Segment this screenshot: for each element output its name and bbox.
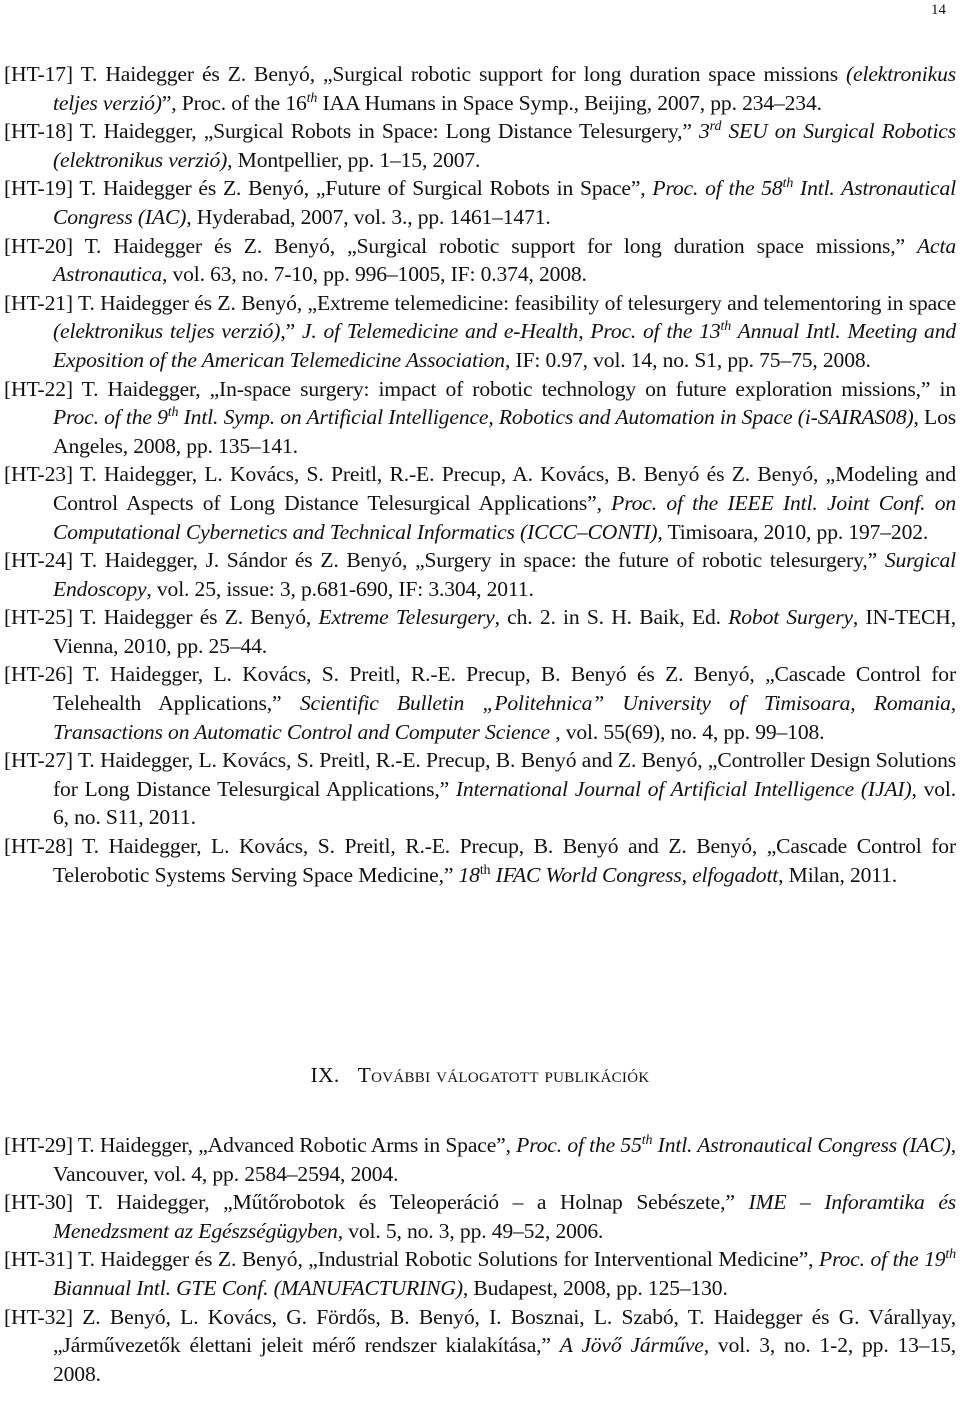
italic-text: Proc. of the 9 (53, 405, 168, 430)
italic-text: 3 (699, 119, 710, 144)
reference-entry (4, 660, 956, 746)
reference-text: [HT-23] T. Haidegger, L. Kovács, S. Preitl, R.-E. Precup, A. Kovács, B. Benyó és Z. Benyó, „Modeling and Control Aspects of Long Distance Telesurgical Applications”, (4, 462, 956, 515)
italic-text: Proc. of the 19 (819, 1247, 946, 1272)
superscript: th (167, 404, 179, 420)
italic-text: IME – Inforamtika és Menedzsment az Egészségügyben (53, 1190, 957, 1243)
reference-text: , vol. 63, no. 7-10, pp. 996–1005, IF: 0.374, 2008. (161, 262, 587, 287)
reference-text: ,” (280, 319, 302, 344)
reference-text: , Milan, 2011. (778, 862, 898, 887)
superscript: th (641, 1132, 653, 1148)
section-title: További válogatott publikációk (357, 1063, 650, 1087)
reference-entry (4, 603, 956, 660)
reference-text: , IN-TECH, Vienna, 2010, pp. 25–44. (53, 605, 956, 658)
reference-text: , vol. 6, no. S11, 2011. (53, 776, 957, 830)
italic-text: (elektronikus teljes verzió) (53, 319, 281, 344)
reference-text: [HT-20] T. Haidegger és Z. Benyó, „Surgical robotic support for long duration space missions,” (4, 233, 918, 258)
section-heading (0, 1063, 960, 1088)
superscript: th (720, 319, 732, 335)
reference-text: , Hyderabad, 2007, vol. 3., pp. 1461–1471. (186, 204, 551, 229)
italic-text: Intl. Astronautical Congress (IAC) (53, 176, 956, 229)
reference-text: , vol. 5, no. 3, pp. 49–52, 2006. (337, 1218, 604, 1243)
reference-text: [HT-18] T. Haidegger, „Surgical Robots in Space: Long Distance Telesurgery,” (4, 119, 700, 144)
italic-text: (elektronikus teljes verzió) (53, 62, 956, 115)
reference-text: [HT-22] T. Haidegger, „In-space surgery: impact of robotic technology on future exploration missions,” in (4, 376, 956, 401)
reference-text: , vol. 55(69), no. 4, pp. 99–108. (549, 719, 825, 744)
reference-text: , Timisoara, 2010, pp. 197–202. (657, 519, 929, 544)
italic-text: 18 (458, 862, 480, 887)
page-number: 14 (931, 2, 946, 18)
reference-entry (4, 1303, 956, 1389)
reference-entry (4, 174, 956, 231)
section-number: IX. (310, 1063, 340, 1087)
italic-text: Intl. Astronautical Congress (IAC) (652, 1133, 951, 1157)
reference-text: [HT-26] T. Haidegger, L. Kovács, S. Preitl, R.-E. Precup, B. Benyó és Z. Benyó, „Cascade Control for Telehealth Applications,” (4, 662, 956, 716)
italic-text: Proc. of the IEEE Intl. Joint Conf. on Computational Cybernetics and Technical Informatics (ICCC–CONTI) (53, 490, 957, 544)
italic-text: Surgical Endoscopy (53, 548, 956, 601)
italic-text: J. of Telemedicine and e-Health, Proc. of the 13 (301, 319, 721, 344)
reference-text: , ch. 2. in S. H. Baik, Ed. (494, 605, 729, 630)
italic-text: Proc. of the 58 (652, 176, 783, 201)
reference-entry (4, 117, 956, 174)
reference-text: [HT-25] T. Haidegger és Z. Benyó, (4, 605, 319, 630)
reference-text: [HT-17] T. Haidegger és Z. Benyó, „Surgical robotic support for long duration space missions (4, 62, 847, 86)
italic-text: SEU on Surgical Robotics (elektronikus verzió) (53, 119, 956, 172)
reference-entry (4, 1245, 956, 1302)
reference-text: , vol. 3, no. 1-2, pp. 13–15, 2008. (53, 1333, 956, 1386)
reference-text: , IF: 0.97, vol. 14, no. S1, pp. 75–75, 2008. (504, 347, 871, 372)
reference-text: [HT-30] T. Haidegger, „Műtőrobotok és Teleoperáció – a Holnap Sebészete,” (4, 1190, 749, 1215)
reference-text: , Vancouver, vol. 4, pp. 2584–2594, 2004. (53, 1133, 956, 1186)
reference-entry (4, 546, 956, 603)
italic-text: Intl. Symp. on Artificial Intelligence, Robotics and Automation in Space (i-SAIRAS08) (178, 405, 914, 430)
italic-text: A Jövő Járműve (559, 1333, 704, 1358)
reference-text: , Budapest, 2008, pp. 125–130. (462, 1275, 728, 1300)
italic-text: Scientific Bulletin „Politehnica” University of Timisoara, Romania, Transactions on Automatic Control and Computer Science (53, 691, 956, 744)
superscript: th (479, 862, 491, 878)
reference-text: [HT-27] T. Haidegger, L. Kovács, S. Preitl, R.-E. Precup, B. Benyó and Z. Benyó, „Controller Design Solutions for Long Distance Telesurgical Applications,” (4, 748, 956, 801)
superscript: th (945, 1247, 957, 1263)
reference-text: [HT-32] Z. Benyó, L. Kovács, G. Fördős, B. Benyó, I. Bosznai, L. Szabó, T. Haidegger és G. Várallyay, „Járművezetők élettani jeleit mérő rendszer kialakítása,” (4, 1304, 956, 1358)
reference-entry (4, 60, 956, 117)
reference-text: , Montpellier, pp. 1–15, 2007. (227, 147, 481, 172)
reference-entry (4, 1188, 956, 1245)
italic-text: Extreme Telesurgery (318, 605, 495, 630)
reference-entry (4, 746, 956, 832)
italic-text: Biannual Intl. GTE Conf. (MANUFACTURING) (53, 1275, 463, 1300)
reference-text: [HT-28] T. Haidegger, L. Kovács, S. Preitl, R.-E. Precup, B. Benyó and Z. Benyó, „Cascade Control for Telerobotic Systems Serving Space Medicine,” (4, 834, 956, 887)
superscript: th (782, 176, 794, 192)
reference-entry (4, 232, 956, 289)
reference-text: , Los Angeles, 2008, pp. 135–141. (53, 405, 956, 458)
superscript: th (306, 90, 318, 106)
reference-text: [HT-21] T. Haidegger és Z. Benyó, „Extreme telemedicine: feasibility of telesurgery and telementoring in space (4, 290, 956, 315)
italic-text: Proc. of the 55 (516, 1133, 642, 1157)
italic-text: Acta Astronautica (53, 233, 956, 287)
italic-text: Robot Surgery (728, 605, 853, 630)
reference-list (4, 60, 956, 889)
reference-text: IAA Humans in Space Symp., Beijing, 2007, pp. 234–234. (317, 90, 822, 115)
reference-text: ”, Proc. of the 16 (161, 90, 307, 115)
italic-text: International Journal of Artificial Intelligence (IJAI) (455, 776, 912, 801)
superscript: rd (709, 119, 722, 134)
reference-entry (4, 460, 956, 546)
reference-text: , vol. 25, issue: 3, p.681-690, IF: 3.304, 2011. (146, 576, 534, 601)
reference-entry (4, 832, 956, 889)
reference-entry (4, 1131, 956, 1188)
reference-entry (4, 375, 956, 461)
reference-text: [HT-19] T. Haidegger és Z. Benyó, „Future of Surgical Robots in Space”, (4, 176, 653, 201)
italic-text: Annual Intl. Meeting and Exposition of the American Telemedicine Association (53, 319, 956, 372)
reference-text: [HT-24] T. Haidegger, J. Sándor és Z. Benyó, „Surgery in space: the future of robotic telesurgery,” (4, 548, 885, 573)
reference-entry (4, 289, 956, 375)
reference-text: [HT-29] T. Haidegger, „Advanced Robotic Arms in Space”, (4, 1133, 517, 1157)
reference-list (4, 1131, 956, 1388)
reference-text: [HT-31] T. Haidegger és Z. Benyó, „Industrial Robotic Solutions for Interventional Medicine”, (4, 1247, 820, 1272)
italic-text: IFAC World Congress, elfogadott (490, 862, 779, 887)
